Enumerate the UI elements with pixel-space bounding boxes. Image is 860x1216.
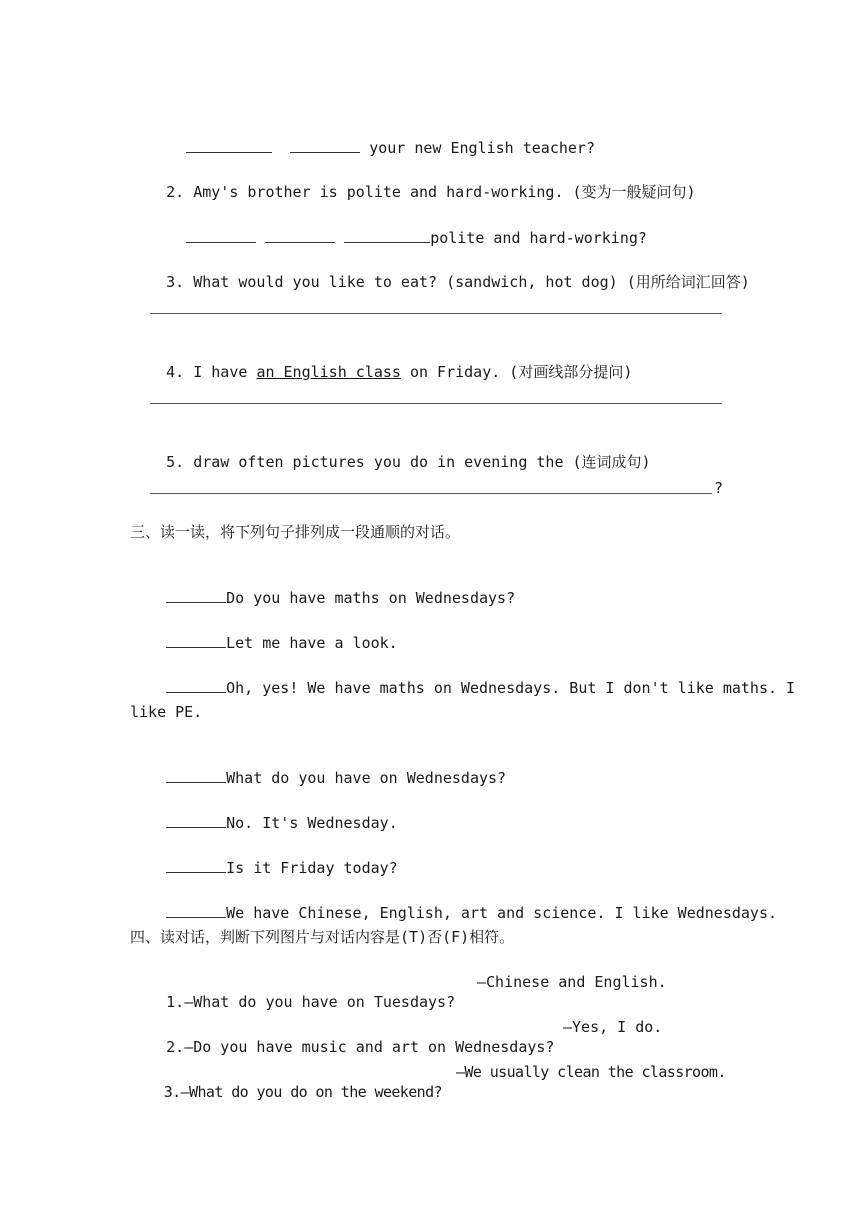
- question-number: 1.: [166, 993, 185, 1011]
- dialogue-question: —Do you have music and art on Wednesdays?: [184, 1038, 555, 1056]
- question-text: Amy's brother is polite and hard-working. (变为一般疑问句): [193, 183, 696, 201]
- section-3-heading: 三、读一读，将下列句子排列成一段通顺的对话。: [130, 523, 461, 541]
- question-text-pre: I have: [193, 363, 257, 381]
- order-blank[interactable]: [166, 902, 226, 918]
- q4-answer-rule[interactable]: [150, 403, 722, 404]
- question-number: 4.: [166, 363, 185, 381]
- ordering-item-text: We have Chinese, English, art and science. I like Wednesdays.: [226, 904, 778, 922]
- order-blank[interactable]: [166, 587, 226, 603]
- question-number: 2.: [166, 1038, 185, 1056]
- dialogue-item: [130, 1062, 442, 1122]
- underlined-phrase: an English class: [256, 363, 401, 381]
- question-text: What would you like to eat? (sandwich, hot dog) (用所给词汇回答): [193, 273, 750, 291]
- q2-answer-tail: polite and hard-working?: [430, 229, 647, 247]
- q5-question-mark: ?: [714, 479, 724, 497]
- question-number: 2.: [166, 183, 185, 201]
- ordering-item-continuation: like PE.: [130, 703, 203, 721]
- q3-answer-rule[interactable]: [150, 313, 722, 314]
- question-text-post: on Friday. (对画线部分提问): [400, 363, 633, 381]
- question-5: [130, 432, 651, 492]
- answer-blank[interactable]: [265, 227, 335, 243]
- ordering-item: [130, 657, 795, 718]
- ordering-item-text: Is it Friday today?: [226, 859, 398, 877]
- dialogue-answer: —We usually clean the classroom.: [456, 1063, 726, 1081]
- answer-blank[interactable]: [186, 227, 256, 243]
- ordering-item-text: Do you have maths on Wednesdays?: [226, 589, 516, 607]
- ordering-item-text: What do you have on Wednesdays?: [226, 769, 507, 787]
- answer-blank[interactable]: [290, 137, 360, 153]
- order-blank[interactable]: [166, 767, 226, 783]
- question-number: 3.: [166, 273, 185, 291]
- ordering-item-text: No. It's Wednesday.: [226, 814, 398, 832]
- dialogue-question: —What do you do on the weekend?: [180, 1083, 442, 1101]
- dialogue-question: —What do you have on Tuesdays?: [184, 993, 456, 1011]
- question-number: 5.: [166, 453, 185, 471]
- section-4-heading: 四、读对话，判断下列图片与对话内容是(T)否(F)相符。: [130, 928, 515, 946]
- answer-blank[interactable]: [344, 227, 430, 243]
- order-blank[interactable]: [166, 632, 226, 648]
- q5-answer-rule[interactable]: [150, 493, 712, 494]
- order-blank[interactable]: [166, 812, 226, 828]
- answer-blank[interactable]: [186, 137, 272, 153]
- q1-answer-tail: your new English teacher?: [369, 139, 595, 157]
- question-text: draw often pictures you do in evening the (连词成句): [193, 453, 651, 471]
- dialogue-answer: —Yes, I do.: [563, 1018, 663, 1036]
- question-4: [130, 342, 632, 402]
- ordering-item-text: Let me have a look.: [226, 634, 398, 652]
- order-blank[interactable]: [166, 677, 226, 693]
- question-3: [130, 252, 750, 312]
- question-number: 3.: [163, 1083, 181, 1101]
- order-blank[interactable]: [166, 857, 226, 873]
- ordering-item-text: Oh, yes! We have maths on Wednesdays. But I don't like maths. I: [226, 679, 796, 697]
- dialogue-answer: —Chinese and English.: [477, 973, 667, 991]
